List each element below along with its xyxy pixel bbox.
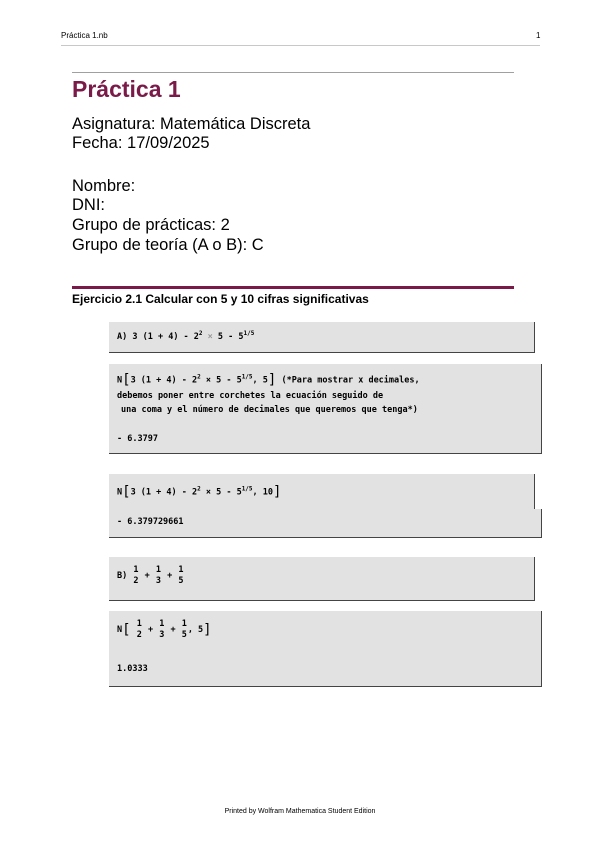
cell-n5-result: - 6.3797: [117, 434, 158, 444]
cell-n5-expression: N[3 $(1 + 4) - 2^2 \times 5 - 5^{1/5}$, 5] (*Para mostrar x decimales,: [117, 372, 420, 388]
cell-n10-expression: N[3 $(1 + 4) - 2^2 \times 5 - 5^{1/5}$, 10]: [117, 484, 282, 500]
title-divider: [72, 72, 514, 73]
cell-n10-input[interactable]: [109, 474, 535, 509]
header-divider: [61, 45, 540, 46]
cell-n10-result: - 6.379729661: [117, 517, 184, 527]
print-footer: Printed by Wolfram Mathematica Student Edition: [224, 808, 376, 815]
cell-n5-comment-line-3: una coma y el número de decimales que queremos que tenga*): [121, 405, 418, 415]
cell-b-n-input[interactable]: [109, 611, 542, 656]
cell-a-expression: A) 3 $(1 + 4) - 2^2 \times 5 - 5^{1/5}$: [117, 330, 255, 342]
section-divider: [72, 286, 514, 289]
cell-a-input[interactable]: [109, 322, 535, 353]
grupo-teoria-field: Grupo de teoría (A o B): C: [72, 236, 264, 254]
nombre-field: Nombre:: [72, 177, 136, 195]
cell-b-input[interactable]: [109, 557, 535, 601]
cell-n5-output: [109, 425, 542, 454]
cell-b-n-result: 1.0333: [117, 664, 148, 674]
header-page-number: 1: [536, 31, 541, 40]
cell-n5-input[interactable]: [109, 364, 542, 425]
dni-field: DNI:: [72, 196, 105, 214]
cell-n10-output: [109, 509, 542, 538]
grupo-practicas-field: Grupo de prácticas: 2: [72, 216, 230, 234]
cell-n5-comment-line-2: debemos poner entre corchetes la ecuación seguido de: [117, 391, 384, 401]
cell-b-n-expression: N[ 1 2 + 1 3 + 1 5 , 5]: [117, 619, 212, 640]
section-heading: Ejercicio 2.1 Calcular con 5 y 10 cifras significativas: [72, 292, 369, 306]
header-filename: Práctica 1.nb: [61, 31, 108, 40]
fecha-text: Fecha: 17/09/2025: [72, 134, 210, 152]
cell-b-n-output: [109, 656, 542, 687]
page-title: Práctica 1: [72, 76, 181, 102]
asignatura-text: Asignatura: Matemática Discreta: [72, 115, 311, 133]
cell-b-expression: B) 1 2 + 1 3 + 1 5: [117, 565, 184, 586]
